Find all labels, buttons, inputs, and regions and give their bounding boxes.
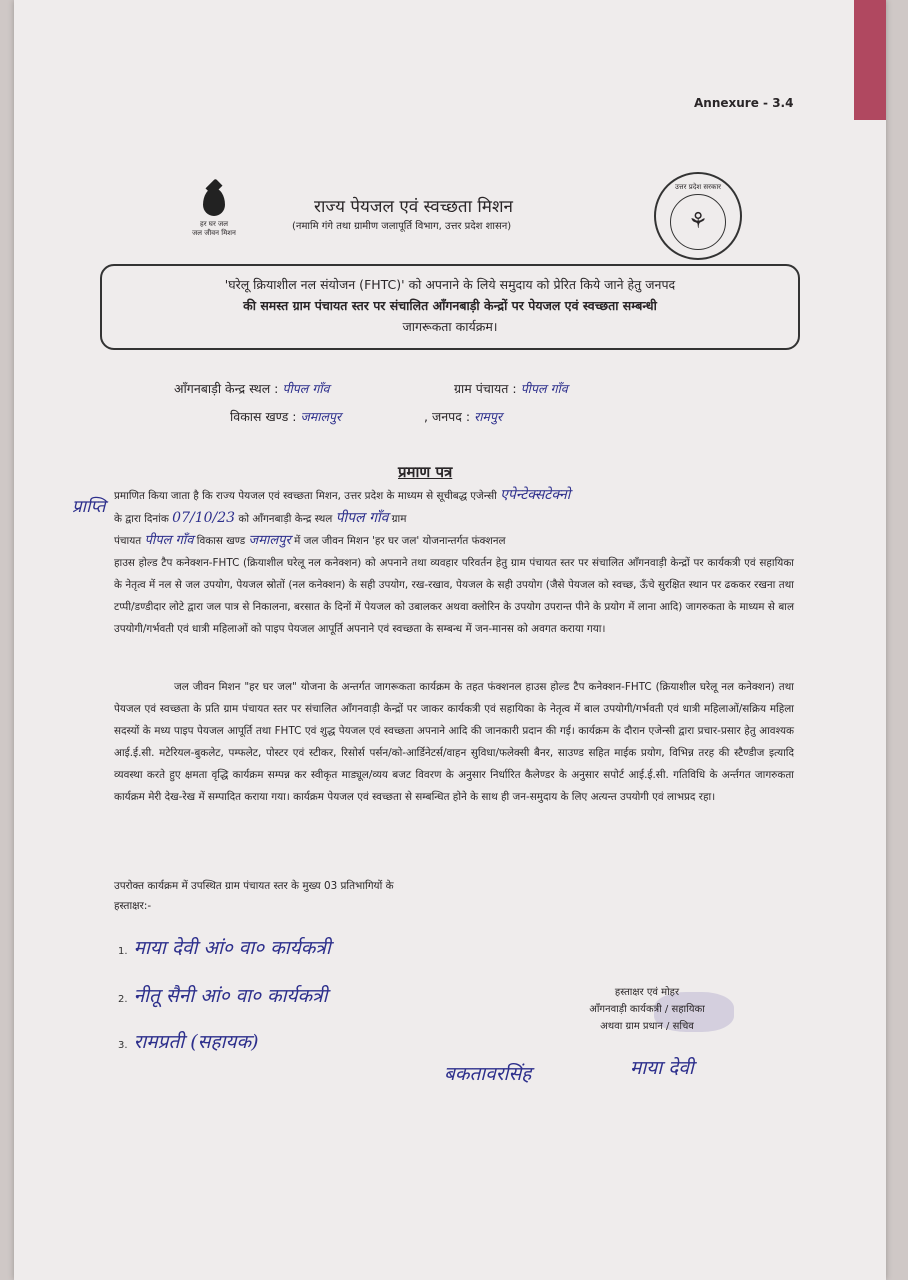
program-block: जमालपुर [248,533,291,548]
para1-line2c: ग्राम [391,513,407,525]
signature-stamp-block [562,984,732,1035]
signature-3 [118,1028,259,1054]
stamp-line2: आँगनवाड़ी कार्यकत्री / सहायिका [589,1004,705,1015]
para1-rest: हाउस होल्ड टैप कनेक्शन-FHTC (क्रियाशील घरेलू नल कनेक्शन) को अपनाने तथा व्यवहार परिवर्तन हेतु ग्राम पंचायत स्तर पर संचालित आँगनवाड़ी केन्द्रों पर कार्यकत्री एवं सहायिका के नेतृत्व में नल से जल उपयोग, पेयजल स्रोतों (नल कनेक्शन) के सही उपयोग, रख-रखाव, पेयजल के सही उपयोग (जैसे पेयजल को स्वच्छ, ऊँचे सुरक्षित स्थान पर ढककर रखना तथा टप्पी/डण्डीदार लोटे द्वारा जल पात्र से निकालना, बरसात के दिनों में पेयजल को उबालकर अथवा क्लोरिन के उपयोग उपरान्त पीने के प्रयोग में लाना आदि) जागरुकता के माध्यम से बाल उपयोगी/गर्भवती एवं धात्री महिलाओं को पाइप पेयजल आपूर्ति अपनाने एवं स्वच्छता के सम्बन्ध में जन-मानस को अवगत कराया गया। [114,557,794,635]
emblem-text: उत्तर प्रदेश सरकार [674,182,722,191]
para1-line3c: में जल जीवन मिशन 'हर घर जल' योजनान्तर्गत फंक्शनल [294,535,506,547]
centre-value: पीपल गाँव [282,381,330,396]
certificate-title: प्रमाण पत्र [398,463,453,481]
block-field [230,408,341,425]
signature-3-number: 3. [118,1040,128,1051]
page-edge-strip [854,0,886,120]
signature-2-text: नीतू सैनी आं० वा० कार्यकत्री [133,985,328,1007]
para1-line2b: को आँगनबाड़ी केन्द्र स्थल [238,513,333,525]
paragraph-2: जल जीवन मिशन "हर घर जल" योजना के अन्तर्गत जागरूकता कार्यक्रम के तहत फंक्शनल हाउस होल्ड टैप कनेक्शन-FHTC (क्रियाशील घरेलू नल कनेक्शन) तथा पेयजल एवं स्वच्छता के प्रति ग्राम पंचायत स्तर पर संचालित आँगनवाड़ी केन्द्रों पर जाकर कार्यकत्री एवं सहायिका के नेतृत्व में बाल उपयोगी/गर्भवती एवं धात्री महिलाओं/सक्रिय महिला सदस्यों के मध्य पाइप पेयजल आपूर्ति तथा FHTC एवं शुद्ध पेयजल एवं स्वच्छता अपनाने आदि की जानकारी प्रदान की गई। कार्यक्रम के दौरान एजेन्सी द्वारा प्रचार-प्रसार हेतु आवश्यक आई.ई.सी. मटेरियल-बुकलेट, पम्फलेट, पोस्टर एवं स्टीकर, रिसोर्स पर्सन/को-आर्डिनेटर्स/वाहन सुविधा/फलेक्सी बैनर, साउण्ड सहित माईक प्रयोग, विभिन्न तरह की स्टैण्डीज इत्यादि व्यवस्था करते हुए क्षमता वृद्धि कार्यक्रम सम्पन्न कर स्वीकृत माड्यूल/व्यय बजट विवरण के अनुसार निर्धारित कैलेण्डर के अनुसार सपोर्ट आई.ई.सी. गतिविधि के अर्न्तगत जागरुकता कार्यक्रम मेरी देख-रेख में सम्पादित कराया गया। कार्यक्रम पेयजल एवं स्वच्छता से सम्बन्धित होने के साथ ही जन-समुदाय के लिए अत्यन्त उपयोगी एवं लाभप्रद रहा। [114,681,794,803]
program-title-box [100,264,800,350]
para1-line3b: विकास खण्ड [196,535,246,547]
para1-line1-text: प्रमाणित किया जाता है कि राज्य पेयजल एवं स्वच्छता मिशन, उत्तर प्रदेश के माध्यम से सूचीबद्ध एजेन्सी [114,490,497,502]
logo-line1: हर घर जल [200,220,228,228]
paragraph-1 [114,484,794,640]
program-place: पीपल गाँव [335,510,389,526]
bottom-signature-right: माया देवी [630,1057,694,1079]
state-emblem-icon [654,172,742,260]
district-value: रामपुर [474,409,503,424]
centre-label: आँगनबाड़ी केन्द्र स्थल : [174,381,279,396]
panchayat-label: ग्राम पंचायत : [454,381,517,396]
panchayat-value: पीपल गाँव [520,381,568,396]
document-page [14,0,886,1280]
signature-1 [118,934,331,960]
block-label: विकास खण्ड : [230,409,297,424]
district-label: , जनपद : [424,409,471,424]
program-panchayat: पीपल गाँव [144,533,194,548]
para1-line1 [114,484,794,507]
har-ghar-jal-logo [184,188,244,238]
header-title: राज्य पेयजल एवं स्वच्छता मिशन [314,197,513,217]
signature-2-number: 2. [118,994,128,1005]
stamp-line3: अथवा ग्राम प्रधान / सचिव [600,1021,694,1032]
stamp-line1: हस्ताक्षर एवं मोहर [614,987,680,998]
margin-note: प्राप्ति [72,497,106,517]
centre-field [174,380,329,397]
logo-line2: जल जीवन मिशन [192,229,236,237]
box-line2: की समस्त ग्राम पंचायत स्तर पर संचालित आँगनबाड़ी केन्द्रों पर पेयजल एवं स्वच्छता सम्बन्धी [243,298,657,313]
signature-3-text: रामप्रती (सहायक) [133,1031,259,1053]
emblem-inner: ⚘ [670,194,726,250]
header-subtitle: (नमामि गंगे तथा ग्रामीण जलापूर्ति विभाग, उत्तर प्रदेश शासन) [292,221,512,232]
para1-line3a: पंचायत [114,535,142,547]
signature-2 [118,982,328,1008]
paragraph-3 [114,876,794,916]
water-drop-icon [203,188,225,216]
para1-line2a: के द्वारा दिनांक [114,513,169,525]
box-line3: जागरूकता कार्यक्रम। [402,319,498,334]
signature-1-number: 1. [118,946,128,957]
para3-line2: हस्ताक्षर:- [114,900,152,912]
annexure-label: Annexure - 3.4 [694,96,794,110]
panchayat-field [454,380,568,397]
signature-1-text: माया देवी आं० वा० कार्यकत्री [133,937,331,959]
block-value: जमालपुर [300,409,342,424]
para3-line1: उपरोक्त कार्यक्रम में उपस्थित ग्राम पंचायत स्तर के मुख्य 03 प्रतिभागियों के [114,880,394,892]
box-line1: 'घरेलू क्रियाशील नल संयोजन (FHTC)' को अपनाने के लिये समुदाय को प्रेरित किये जाने हेतु जनपद [224,277,676,292]
para1-line3 [114,530,794,552]
para1-line2 [114,507,794,530]
program-date: 07/10/23 [172,510,236,526]
district-field [424,408,502,425]
bottom-signature-left: बकतावरसिंह [444,1063,532,1085]
agency-name: एपेन्टेक्सटेक्नो [500,487,571,503]
